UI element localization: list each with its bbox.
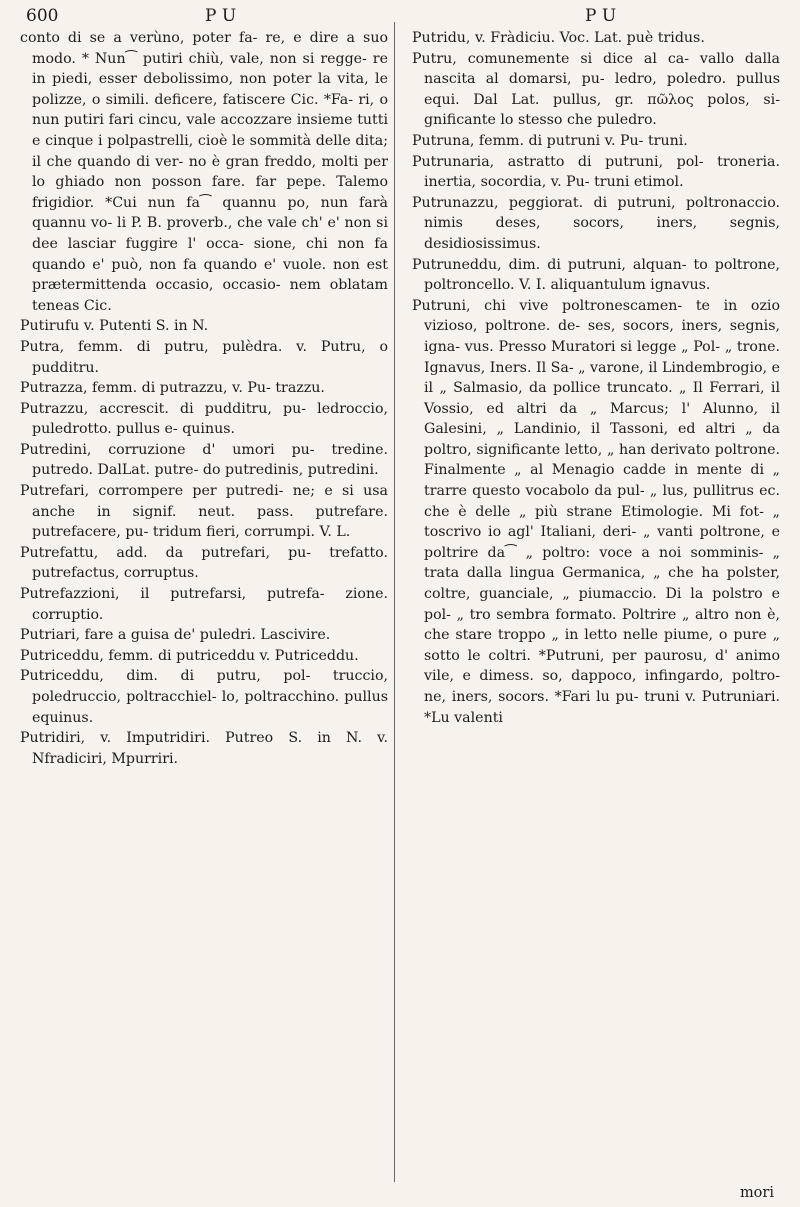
right-column [412, 28, 780, 1198]
entry: Putrefattu, add. da putrefari, pu- trefatto. putrefactus, corruptus. [20, 544, 388, 582]
entry: Putra, femm. di putru, pulèdra. v. Putru, o pudditru. [20, 338, 388, 376]
entry: Putrazza, femm. di putrazzu, v. Pu- trazzu. [20, 380, 325, 397]
catchword: mori [739, 1185, 774, 1201]
page-number: 600 [26, 6, 59, 26]
entry: Putruni, chi vive poltronescamen- te in ozio vizioso, poltrone. de- ses, socors, iners, segnis, igna- vus. Presso Muratori si legge „ Pol- „ trone. Ignavus, Iners. Il Sa- „ varone, il Lindembrogio, e il „ Salmasio, da pollice truncato. „ Il Ferrari, il Vossio, ed altri da „ Marcus; l' Alunno, il Galesini, „ Landinio, il Tassoni, ed altri „ da poltro, significante letto, „ han derivato poltrone. Finalmente „ al Menagio cadde in mente di „ trarre questo vocabolo da pul- „ lus, pullitrus ec. che è delle „ più strane Etimologie. Mi fot- „ toscrivo io agl' Italiani, deri- „ vanti poltrone, e poltrire da⁀ „ poltro: voce a noi somminis- „ trata dalla lingua Germanica, „ che ha polster, coltre, guanciale, „ piumaccio. Di la polstro e pol- „ tro sembra formato. Poltrire „ altro non è, che stare troppo „ in letto nelle piume, o pure „ sotto le coltri. *Putruni, per paurosu, d' animo vile, e dimess. so, dappoco, infingardo, poltro- ne, iners, socors. *Fari lu pu- truni v. Putruniari. *Lu valenti [412, 297, 780, 726]
entry: Putru, comunemente si dice al ca- vallo dalla nascita al domarsi, pu- ledro, poledro. pullus equi. Dal Lat. pullus, gr. πῶλος polos, si- gnificante lo stesso che puledro. [412, 50, 780, 129]
entry: Putruneddu, dim. di putruni, alquan- to poltrone, poltroncello. V. I. aliquantulum ignavus. [412, 256, 780, 294]
entry: Putirufu v. Putenti S. in N. [20, 318, 209, 335]
entry: Putrefazzioni, il putrefarsi, putrefa- zione. corruptio. [20, 586, 388, 623]
left-column [20, 28, 388, 1198]
entry: Putruna, femm. di putruni v. Pu- truni. [412, 132, 688, 149]
entry: Putrunazzu, peggiorat. di putruni, poltronaccio. nimis deses, socors, iners, segnis, desidiosissimus. [412, 194, 780, 252]
entry: Putriceddu, femm. di putriceddu v. Putriceddu. [20, 647, 359, 664]
entry: Putrazzu, accrescit. di pudditru, pu- ledroccio, puledrotto. pullus e- quinus. [20, 400, 388, 438]
entry: Putridu, v. Fràdiciu. Voc. Lat. puè tridus. [412, 30, 705, 46]
entry: Putrunaria, astratto di putruni, pol- troneria. inertia, socordia, v. Pu- truni etimol. [412, 153, 780, 191]
running-header [0, 6, 800, 30]
entry: Putridiri, v. Imputridiri. Putreo S. in N. v. Nfradiciri, Mpurriri. [20, 730, 388, 767]
entry: Putriari, fare a guisa de' puledri. Lascivire. [20, 627, 331, 644]
entry: Putrefari, corrompere per putredi- ne; e si usa anche in signif. neut. pass. putrefare. putrefacere, pu- tridum fieri, corrumpi. V. L. [20, 483, 388, 541]
entry: Putriceddu, dim. di putru, pol- truccio, poledruccio, poltracchiel- lo, poltracchino. pullus equinus. [20, 668, 388, 726]
entry: conto di se a verùno, poter fa- re, e dire a suo modo. * Nun⁀ putiri chiù, vale, non si regge- re in piedi, esser debolissimo, non poter la vita, le polizze, o simili. deficere, fatiscere Cic. *Fa- ri, o nun putiri fari cincu, vale accozzare insieme tutti e cinque i polpastrelli, cioè le sommità delle dita; il che quando di ver- no è gran freddo, molti per lo ghiado non posson fare. far pepe. Talemo frigidior. *Cui nun fa⁀ quannu po, nun farà quannu vo- li P. B. proverb., che vale ch' e' non si dee lasciar fuggire l' occa- sione, chi non fa quando e' può, non fa quando e' vuole. non est prætermittenda occasio, occasio- nem oblatam teneas Cic. [20, 30, 388, 314]
entry: Putredini, corruzione d' umori pu- tredine. putredo. DalLat. putre- do putredinis, putredini. [20, 441, 388, 479]
column-rule [394, 22, 395, 1182]
right-running-title: P U [585, 6, 617, 26]
left-running-title: P U [205, 6, 237, 26]
